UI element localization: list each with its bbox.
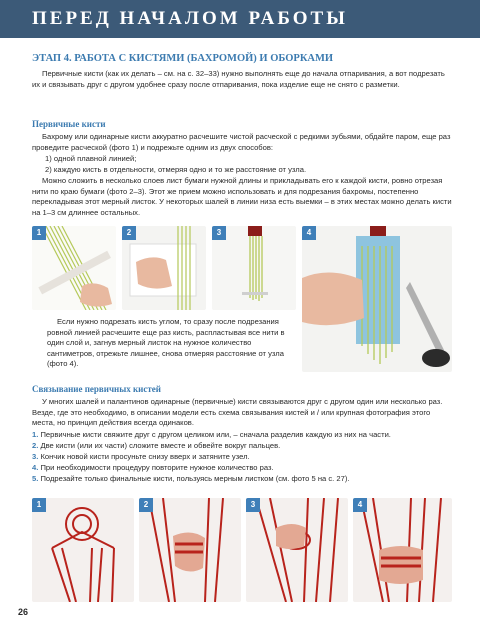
section-intro: Первичные кисти (как их делать – см. на с. 32–33) нужно выполнять еще до начала отпаривания, а вот подрезать их и связывать друг с другом удобнее сразу после отпаривания, пока изделие еще не снято с разметки. xyxy=(32,69,445,89)
section-title: ЭТАП 4. РАБОТА С КИСТЯМИ (БАХРОМОЙ) И ОБОРКАМИ xyxy=(32,53,334,64)
photo-badge: 2 xyxy=(139,498,153,512)
page-number: 26 xyxy=(18,607,29,617)
photo-badge: 2 xyxy=(122,226,136,240)
primary-paragraph-1: Бахрому или одинарные кисти аккуратно расчешите чистой расческой с редкими зубьями, обдайте паром, еще раз проведите расческой (фото 1) и подрежьте одним из двух способов: xyxy=(32,132,451,152)
photo-badge: 3 xyxy=(246,498,260,512)
option-1: 1) одной плавной линией; xyxy=(45,154,137,163)
step-5: 5. Подрезайте только финальные кисти, пользуясь мерным листком (см. фото 5 на с. 27). xyxy=(32,474,350,483)
step-4: 4. При необходимости процедуру повторите нужное количество раз. xyxy=(32,463,274,472)
photo-tying-step-2 xyxy=(139,498,241,602)
step-3: 3. Кончик новой кисти просуньте снизу вверх и затяните узел. xyxy=(32,452,250,461)
photo-badge: 4 xyxy=(302,226,316,240)
tying-paragraph: У многих шалей и палантинов одинарные (первичные) кисти связываются друг с другом один или несколько раз. Везде, где это необходимо, в описании модели есть схема связывания кистей и / или крупная фотография этого места, но принцип действия всегда одинаков. xyxy=(32,397,443,428)
photo-badge: 4 xyxy=(353,498,367,512)
photo-tying-step-1 xyxy=(32,498,134,602)
photo-badge: 3 xyxy=(212,226,226,240)
page-header-title: ПЕРЕД НАЧАЛОМ РАБОТЫ xyxy=(32,8,348,29)
tying-title: Связывание первичных кистей xyxy=(32,384,161,394)
step-2: 2. Две кисти (или их части) сложите вместе и обвейте вокруг пальцев. xyxy=(32,441,281,450)
primary-tassels-title: Первичные кисти xyxy=(32,119,106,129)
photo-badge: 1 xyxy=(32,226,46,240)
photo-badge: 1 xyxy=(32,498,46,512)
primary-paragraph-2: Можно сложить в несколько слоев лист бумаги нужной длины и прикладывать его к каждой кисти, ровно отрезая нити по краю бумаги (фото 2–3). Этот же прием можно использовать и для подрезания бахромы, постепенно перекладывая этот мерный листок. У некоторых шалей в линии низа есть выемки – в этих местах можно делать кисти на 1–3 см длиннее остальных. xyxy=(32,176,452,217)
primary-paragraph-3: Если нужно подрезать кисть углом, то сразу после подрезания ровной линией расчешите еще раз кисть, распластывая все нити в один слой и, загнув мерный листок на нужное количество сантиметров, отрежьте лишнее, снова отмеряя расстояние от узла (фото 4). xyxy=(47,317,285,369)
photo-angle-cut xyxy=(302,226,452,372)
photo-cut-edge xyxy=(212,226,296,310)
photo-tying-step-3 xyxy=(246,498,348,602)
option-2: 2) каждую кисть в отдельности, отмеряя одно и то же расстояние от узла. xyxy=(45,165,307,174)
photo-tying-step-4 xyxy=(353,498,452,602)
step-1: 1. Первичные кисти свяжите друг с другом целиком или, – сначала разделив каждую из них на части. xyxy=(32,430,391,439)
photo-comb-tassel xyxy=(32,226,116,310)
photo-paper-measure xyxy=(122,226,206,310)
